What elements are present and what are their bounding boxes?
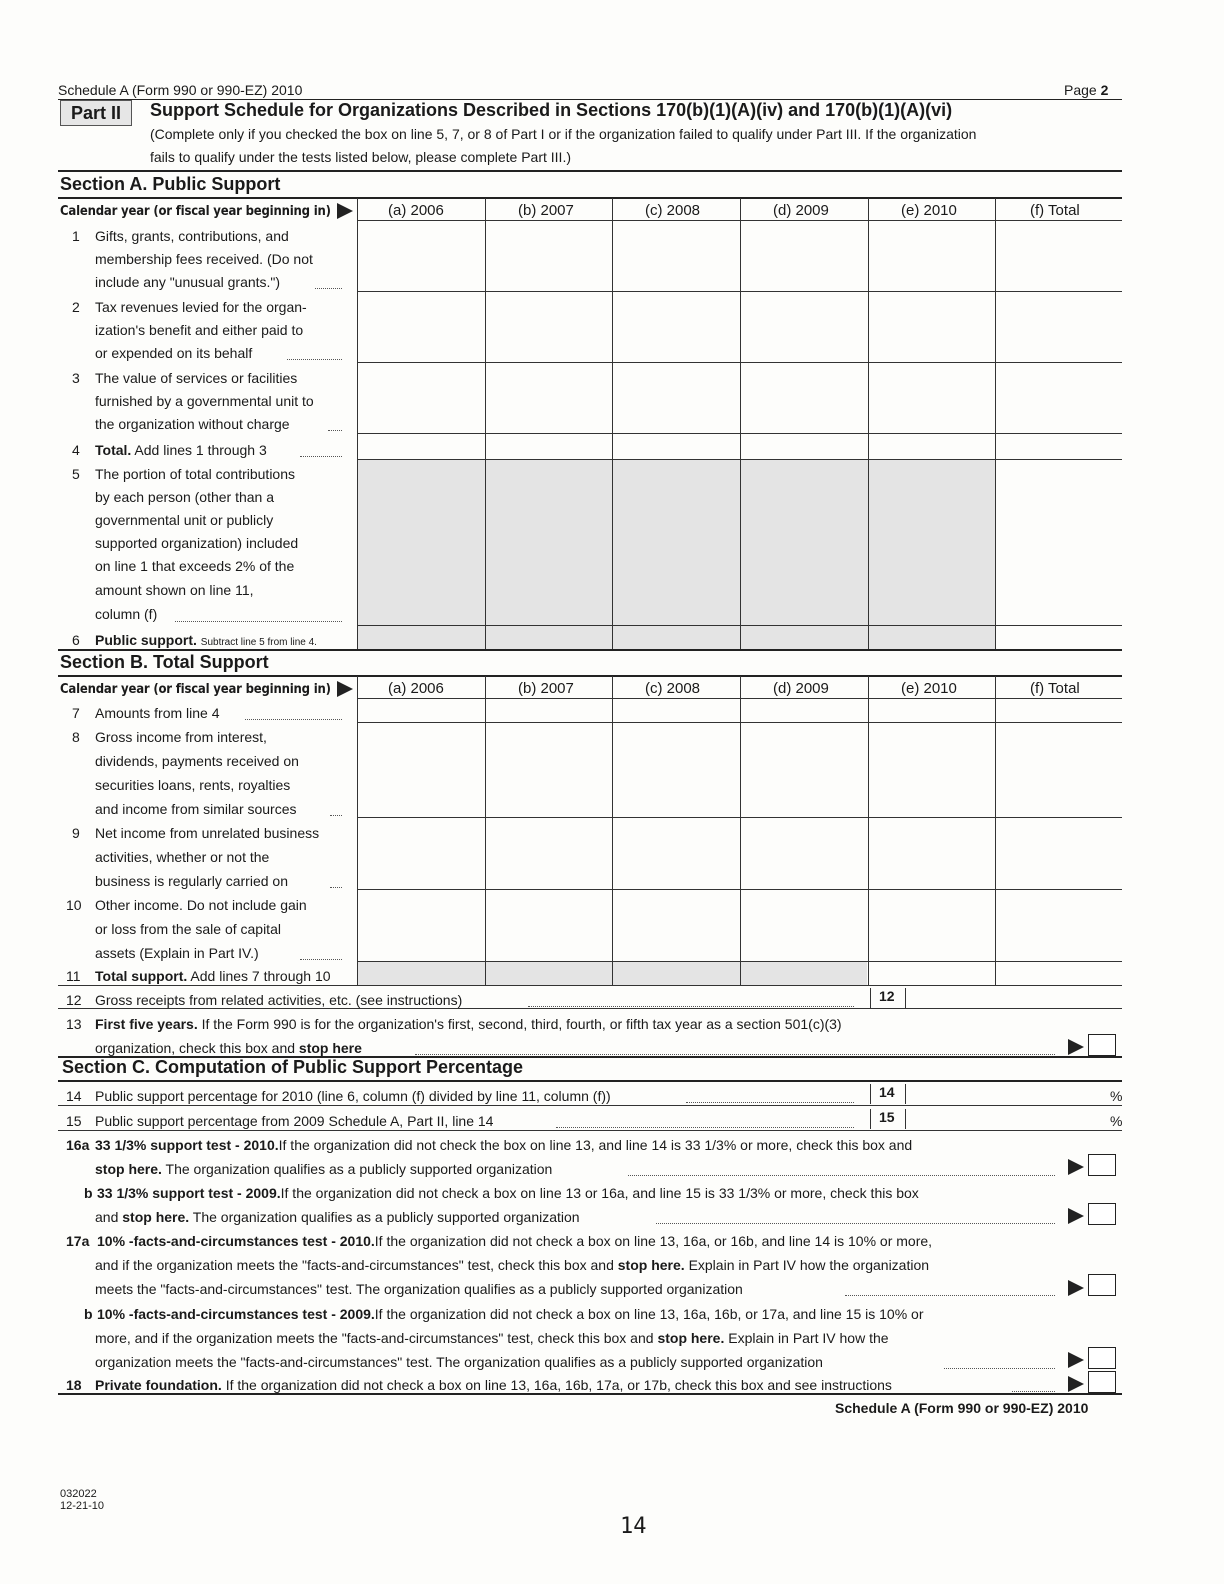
line-5-text-6: amount shown on line 11, [95, 582, 254, 598]
line-7-text: Amounts from line 4 [95, 705, 220, 721]
col-d-head: (d) 2009 [773, 202, 829, 219]
line-14-unit: % [1110, 1088, 1123, 1104]
line-9-text-3: business is regularly carried on [95, 873, 288, 889]
line-5-text-4: supported organization) included [95, 535, 299, 551]
line-8-text-4: and income from similar sources [95, 801, 297, 817]
col-d-head: (d) 2009 [773, 680, 829, 697]
line-10-text-3: assets (Explain in Part IV.) [95, 945, 259, 961]
arrow-icon [1068, 1280, 1084, 1296]
line-1-text-2: membership fees received. (Do not [95, 251, 313, 267]
line-5-text-1: The portion of total contributions [95, 466, 296, 482]
line-1-num: 1 [72, 228, 80, 244]
col-c-head: (c) 2008 [645, 680, 701, 697]
line-3-text-3: the organization without charge [95, 416, 290, 432]
line-2-text-3: or expended on its behalf [95, 345, 253, 361]
line-1-text-3: include any "unusual grants.") [95, 274, 281, 290]
line-2-text-1: Tax revenues levied for the organ- [95, 299, 307, 315]
line-12-text: Gross receipts from related activities, etc. (see instructions) [95, 992, 463, 1008]
line-5-text-7: column (f) [95, 606, 158, 622]
section-c-title: Section C. Computation of Public Support Percentage [62, 1057, 524, 1077]
arrow-icon [1068, 1352, 1084, 1368]
col-e-head: (e) 2010 [901, 680, 957, 697]
line-1-text-1: Gifts, grants, contributions, and [95, 228, 289, 244]
line-9-text-1: Net income from unrelated business [95, 825, 320, 841]
line-14-text: Public support percentage for 2010 (line 6, column (f) divided by line 11, column (f)) [95, 1088, 611, 1104]
line-6-num: 6 [72, 632, 80, 648]
page-stamp-number: 14 [620, 1514, 647, 1539]
line-14-percent-field[interactable] [907, 1084, 1103, 1104]
arrow-icon [1068, 1159, 1084, 1175]
line-12-num: 12 [66, 992, 82, 1008]
line-2-text-2: ization's benefit and either paid to [95, 322, 304, 338]
line-17b-text-2: more, and if the organization meets the "facts-and-circumstances" test, check this box and stop here. Explain in Part IV how the [95, 1330, 889, 1346]
line-9-text-2: activities, whether or not the [95, 849, 270, 865]
line-3-text-2: furnished by a governmental unit to [95, 393, 314, 409]
page-label: Page 2 [1064, 82, 1109, 98]
arrow-icon [337, 681, 353, 697]
line-11-text: Total support. Add lines 7 through 10 [95, 968, 331, 984]
line-13-checkbox[interactable] [1088, 1034, 1116, 1056]
col-a-head: (a) 2006 [388, 680, 444, 697]
form-title-header: Schedule A (Form 990 or 990-EZ) 2010 [58, 82, 303, 98]
line-14-num: 14 [66, 1088, 82, 1104]
line-15-unit: % [1110, 1113, 1123, 1129]
line-4-num: 4 [72, 442, 80, 458]
part-title: Support Schedule for Organizations Described in Sections 170(b)(1)(A)(iv) and 170(b)(1)(A)(vi) [150, 100, 953, 120]
line-9-num: 9 [72, 825, 80, 841]
footer-code-2: 12-21-10 [60, 1500, 105, 1512]
line-5-text-5: on line 1 that exceeds 2% of the [95, 558, 295, 574]
line-16b-text-1: 33 1/3% support test - 2009.If the organization did not check a box on line 13 or 16a, and line 15 is 33 1/3% or more, check this box [97, 1185, 919, 1201]
line-10-num: 10 [66, 897, 82, 913]
arrow-icon [337, 203, 353, 219]
line-10-text-1: Other income. Do not include gain [95, 897, 307, 913]
line-16b-num: b [84, 1185, 93, 1201]
line-16a-text-2: stop here. The organization qualifies as a publicly supported organization [95, 1161, 553, 1177]
footer-form-title: Schedule A (Form 990 or 990-EZ) 2010 [835, 1400, 1089, 1416]
line-8-text-3: securities loans, rents, royalties [95, 777, 291, 793]
line-16a-checkbox[interactable] [1088, 1154, 1116, 1176]
col-b-head: (b) 2007 [518, 680, 574, 697]
line-17a-text-2: and if the organization meets the "facts-and-circumstances" test, check this box and stop here. Explain in Part IV how the organization [95, 1257, 930, 1273]
part-label: Part II [60, 100, 132, 126]
line-13-text-2: organization, check this box and stop here [95, 1040, 362, 1056]
col-f-head: (f) Total [1030, 680, 1080, 697]
line-4-text: Total. Add lines 1 through 3 [95, 442, 267, 458]
part-instructions-1: (Complete only if you checked the box on line 5, 7, or 8 of Part I or if the organization failed to qualify under Part III. If the organization [150, 126, 977, 142]
line-12-amount-field[interactable] [907, 988, 1122, 1009]
line-5-text-3: governmental unit or publicly [95, 512, 274, 528]
line-8-num: 8 [72, 729, 80, 745]
arrow-icon [1068, 1039, 1084, 1055]
col-f-head: (f) Total [1030, 202, 1080, 219]
line-12-box-label: 12 [870, 988, 906, 1008]
line-18-checkbox[interactable] [1088, 1371, 1116, 1393]
line-16b-checkbox[interactable] [1088, 1203, 1116, 1225]
line-15-percent-field[interactable] [907, 1109, 1103, 1129]
line-6-text: Public support. Subtract line 5 from line 4. [95, 632, 317, 648]
line-16b-text-2: and stop here. The organization qualifies as a publicly supported organization [95, 1209, 580, 1225]
line-17b-checkbox[interactable] [1088, 1347, 1116, 1369]
line-3-text-1: The value of services or facilities [95, 370, 298, 386]
line-17a-num: 17a [66, 1233, 90, 1249]
line-5-text-2: by each person (other than a [95, 489, 275, 505]
line-11-num: 11 [66, 968, 81, 984]
footer-code-1: 032022 [60, 1488, 97, 1500]
line-18-num: 18 [66, 1377, 82, 1393]
col-e-head: (e) 2010 [901, 202, 957, 219]
line-15-text: Public support percentage from 2009 Schedule A, Part II, line 14 [95, 1113, 494, 1129]
line-14-box-label: 14 [870, 1084, 906, 1104]
line-8-text-1: Gross income from interest, [95, 729, 267, 745]
line-2-num: 2 [72, 299, 80, 315]
arrow-icon [1068, 1376, 1084, 1392]
section-a-title: Section A. Public Support [60, 174, 281, 194]
col-c-head: (c) 2008 [645, 202, 701, 219]
line-17a-text-1: 10% -facts-and-circumstances test - 2010.If the organization did not check a box on line 13, 16a, or 16b, and line 14 is 10% or more, [97, 1233, 933, 1249]
line-10-text-2: or loss from the sale of capital [95, 921, 281, 937]
line-15-num: 15 [66, 1113, 82, 1129]
line-17b-text-3: organization meets the "facts-and-circumstances" test. The organization qualifies as a publicly supported organization [95, 1354, 823, 1370]
col-a-head: (a) 2006 [388, 202, 444, 219]
line-17b-num: b [84, 1306, 93, 1322]
line-17a-checkbox[interactable] [1088, 1274, 1116, 1296]
line-16a-num: 16a [66, 1137, 90, 1153]
line-13-num: 13 [66, 1016, 82, 1032]
line-17a-text-3: meets the "facts-and-circumstances" test. The organization qualifies as a publicly supported organization [95, 1281, 743, 1297]
line-17b-text-1: 10% -facts-and-circumstances test - 2009.If the organization did not check a box on line 13, 16a, 16b, or 17a, and line 15 is 10% or [97, 1306, 924, 1322]
line-5-num: 5 [72, 466, 80, 482]
part-instructions-2: fails to qualify under the tests listed below, please complete Part III.) [150, 149, 571, 165]
line-8-text-2: dividends, payments received on [95, 753, 299, 769]
arrow-icon [1068, 1208, 1084, 1224]
line-13-text-1: First five years. If the Form 990 is for the organization's first, second, third, fourth, or fifth tax year as a section 501(c)(3) [95, 1016, 842, 1032]
line-16a-text-1: 33 1/3% support test - 2010.If the organization did not check the box on line 13, and line 14 is 33 1/3% or more, check this box and [95, 1137, 913, 1153]
line-18-text: Private foundation. If the organization did not check a box on line 13, 16a, 16b, 17a, or 17b, check this box and see instructions [95, 1377, 892, 1393]
line-7-num: 7 [72, 705, 80, 721]
section-b-year-label: Calendar year (or fiscal year beginning in) [60, 682, 331, 697]
col-b-head: (b) 2007 [518, 202, 574, 219]
line-15-box-label: 15 [870, 1109, 906, 1129]
line-3-num: 3 [72, 370, 80, 386]
section-a-year-label: Calendar year (or fiscal year beginning in) [60, 204, 331, 219]
section-b-title: Section B. Total Support [60, 652, 269, 672]
